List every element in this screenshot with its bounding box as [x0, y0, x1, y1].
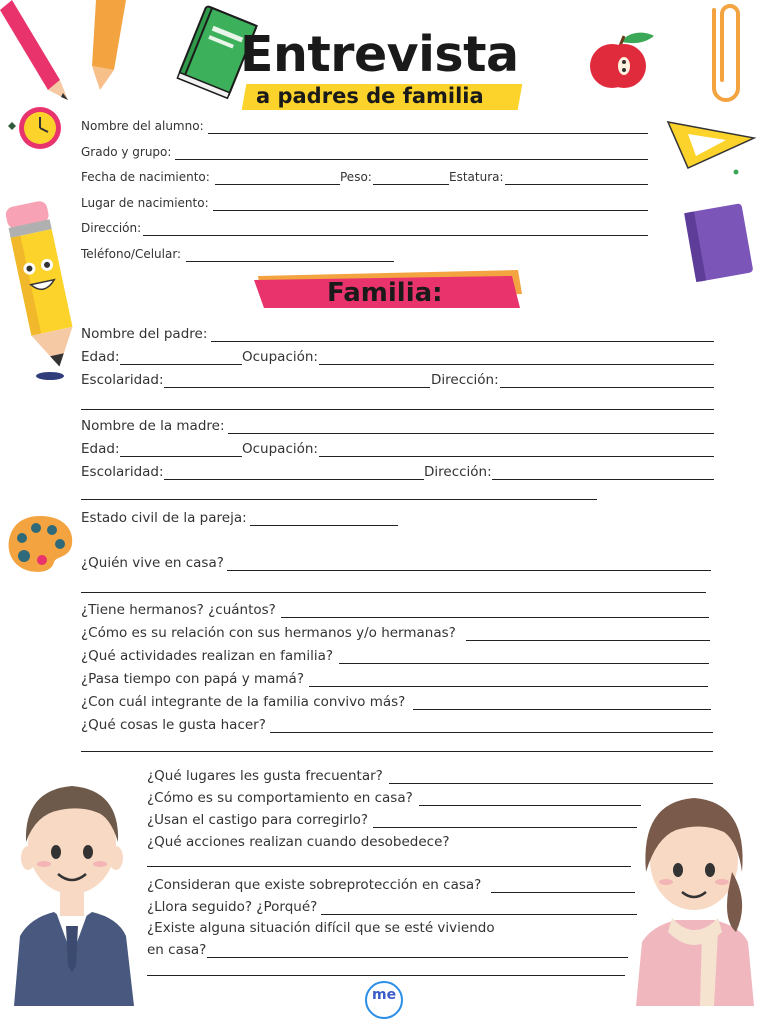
family-activities-label: ¿Qué actividades realizan en familia? [81, 648, 334, 664]
father-school-label: Escolaridad: [81, 372, 164, 388]
father-school-line[interactable] [164, 387, 430, 388]
page-title: Entrevista [240, 26, 519, 83]
mother-extra-line[interactable] [81, 499, 597, 500]
father-age-line[interactable] [120, 364, 242, 365]
sibling-relation-label: ¿Cómo es su relación con sus hermanos y/o hermanas? [81, 625, 456, 641]
difficult-situation-label: ¿Existe alguna situación difícil que se esté viviendo [147, 920, 495, 936]
civil-status-line[interactable] [250, 525, 398, 526]
page-subtitle: a padres de familia [256, 84, 484, 108]
student-address-label: Dirección: [81, 221, 142, 235]
family-activities-line[interactable] [339, 663, 709, 664]
siblings-label: ¿Tiene hermanos? ¿cuántos? [81, 602, 276, 618]
father-character-icon [10, 766, 136, 1006]
mother-address-line[interactable] [492, 479, 714, 480]
apple-icon [586, 28, 660, 92]
mother-address-label: Dirección: [424, 464, 492, 480]
orange-crayon-icon [86, 0, 128, 95]
weight-label: Peso: [340, 170, 372, 184]
difficult-situation-line[interactable] [207, 957, 628, 958]
father-job-label: Ocupación: [242, 349, 318, 365]
likes-line[interactable] [270, 732, 713, 733]
pink-pencil-icon [0, 0, 75, 105]
behavior-label: ¿Cómo es su comportamiento en casa? [147, 790, 413, 806]
mother-school-line[interactable] [164, 479, 424, 480]
mother-name-label: Nombre de la madre: [81, 418, 225, 434]
disobey-line[interactable] [147, 866, 631, 867]
who-lives-line[interactable] [227, 570, 711, 571]
difficult-situation-extra-line[interactable] [147, 975, 625, 976]
mother-school-label: Escolaridad: [81, 464, 164, 480]
height-label: Estatura: [449, 170, 504, 184]
footer-logo-text: me [372, 987, 397, 1003]
mother-age-line[interactable] [120, 456, 242, 457]
closest-member-label: ¿Con cuál integrante de la familia convivo más? [81, 694, 406, 710]
who-lives-label: ¿Quién vive en casa? [81, 555, 224, 571]
punishment-line[interactable] [373, 827, 637, 828]
closest-member-line[interactable] [413, 709, 711, 710]
pencil-character-icon [6, 196, 82, 382]
sibling-relation-line[interactable] [466, 640, 710, 641]
overprotection-label: ¿Consideran que existe sobreprotección en casa? [147, 877, 482, 893]
purple-notebook-icon [676, 196, 758, 292]
birthplace-label: Lugar de nacimiento: [81, 196, 209, 210]
birthdate-line[interactable] [215, 184, 340, 185]
likes-extra-line[interactable] [81, 751, 713, 752]
punishment-label: ¿Usan el castigo para corregirlo? [147, 812, 368, 828]
mother-age-label: Edad: [81, 441, 120, 457]
birthplace-line[interactable] [213, 210, 648, 211]
places-label: ¿Qué lugares les gusta frecuentar? [147, 768, 383, 784]
father-address-label: Dirección: [431, 372, 499, 388]
mother-job-line[interactable] [319, 456, 714, 457]
siblings-line[interactable] [281, 617, 709, 618]
likes-label: ¿Qué cosas le gusta hacer? [81, 717, 266, 733]
who-lives-extra-line[interactable] [81, 592, 706, 593]
mother-name-line[interactable] [228, 433, 714, 434]
cries-line[interactable] [321, 914, 637, 915]
birthdate-label: Fecha de nacimiento: [81, 170, 210, 184]
overprotection-line[interactable] [491, 892, 635, 893]
mother-character-icon [632, 782, 758, 1006]
student-name-line[interactable] [208, 133, 648, 134]
cries-label: ¿Llora seguido? ¿Porqué? [147, 899, 318, 915]
father-extra-line[interactable] [81, 409, 714, 410]
civil-status-label: Estado civil de la pareja: [81, 510, 247, 526]
family-section-title: Familia: [327, 278, 443, 308]
father-name-label: Nombre del padre: [81, 326, 208, 342]
grade-label: Grado y grupo: [81, 145, 172, 159]
time-parents-line[interactable] [309, 686, 708, 687]
father-name-line[interactable] [211, 341, 714, 342]
disobey-label: ¿Qué acciones realizan cuando desobedece? [147, 834, 450, 850]
triangle-ruler-icon [664, 118, 764, 178]
time-parents-label: ¿Pasa tiempo con papá y mamá? [81, 671, 304, 687]
father-job-line[interactable] [319, 364, 714, 365]
paint-palette-icon [4, 512, 76, 576]
father-address-line[interactable] [500, 387, 714, 388]
difficult-situation-label-2: en casa? [147, 942, 207, 958]
paperclip-icon [700, 0, 750, 110]
student-name-label: Nombre del alumno: [81, 119, 204, 133]
student-address-line[interactable] [143, 235, 648, 236]
father-age-label: Edad: [81, 349, 120, 365]
height-line[interactable] [505, 184, 648, 185]
behavior-line[interactable] [419, 805, 641, 806]
mother-job-label: Ocupación: [242, 441, 318, 457]
grade-line[interactable] [175, 159, 648, 160]
phone-label: Teléfono/Celular: [81, 247, 182, 261]
weight-line[interactable] [373, 184, 449, 185]
clock-icon [4, 106, 64, 154]
phone-line[interactable] [186, 261, 394, 262]
